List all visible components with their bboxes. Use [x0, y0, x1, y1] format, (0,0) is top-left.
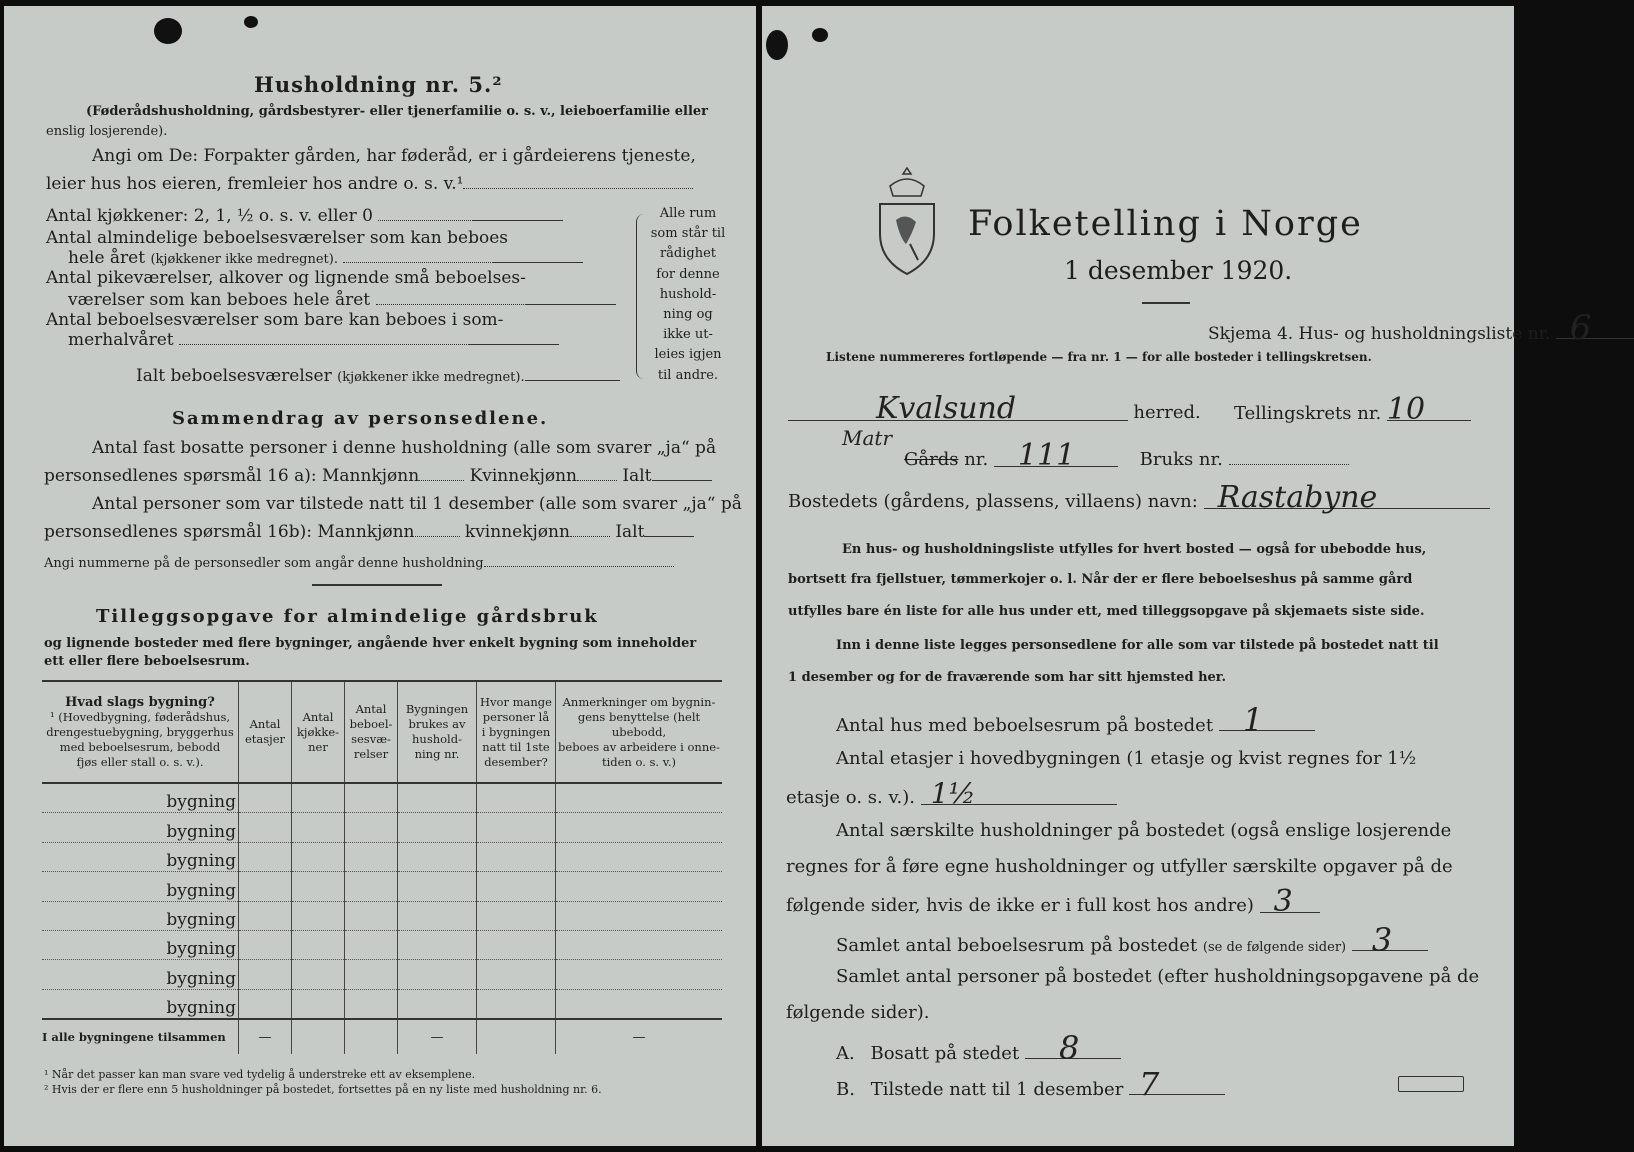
col-kitchens-line: kjøkke-	[296, 724, 340, 739]
col-remarks-line: tiden o. s. v.)	[601, 754, 677, 769]
table-cell[interactable]	[345, 783, 398, 813]
summary-male-label: personsedlenes spørsmål 16 a): Mannkjønn	[44, 466, 420, 486]
table-row	[42, 813, 722, 842]
households-value[interactable]: 3	[1260, 892, 1320, 913]
col-remarks-line: Anmerkninger om bygnin-	[562, 694, 716, 709]
col-kitchens	[292, 681, 345, 783]
present-letter: B.	[836, 1079, 855, 1100]
summary-female-label: Kvinnekjønn	[469, 466, 577, 486]
col-kitchens-line: ner	[308, 739, 328, 754]
krets-value[interactable]: 10	[1387, 400, 1471, 421]
summary-total-label: Ialt	[622, 466, 652, 486]
table-cell[interactable]	[239, 960, 292, 989]
col-persons-line: personer lå	[482, 709, 550, 724]
present-row	[836, 1065, 1225, 1103]
total-rooms-cell[interactable]	[345, 1019, 398, 1054]
col-household-line: brukes av	[408, 717, 466, 731]
rooms-brace	[636, 214, 647, 379]
col-persons-line: Hvor mange	[480, 694, 552, 709]
table-cell[interactable]	[477, 872, 556, 901]
table-cell[interactable]	[239, 813, 292, 842]
herred-row	[788, 391, 1201, 426]
col-persons-line: natt til 1ste	[482, 739, 550, 754]
col-rooms-line: sesvæ-	[351, 732, 391, 746]
summary-p1-row	[44, 466, 712, 486]
table-cell[interactable]	[239, 901, 292, 930]
maid-rooms-label: Antal pikeværelser, alkover og lignende små beboelses-	[46, 268, 526, 288]
kitchens-label: Antal kjøkkener: 2, 1, ½ o. s. v. eller 0	[46, 206, 373, 226]
instruction-2: bortsett fra fjellstuer, tømmerkojer o. l. Når der er flere beboelseshus på samme gård	[788, 572, 1413, 587]
bosted-row	[788, 480, 1490, 515]
herred-value[interactable]: Kvalsund	[788, 398, 1128, 421]
building-row-label: bygning	[42, 930, 239, 959]
total-row-label: I alle bygningene tilsammen	[42, 1019, 239, 1054]
col-building-line: fjøs eller stall o. s. v.).	[76, 754, 204, 769]
col-building-line: ¹ (Hovedbygning, føderådshus,	[49, 709, 231, 724]
table-cell[interactable]	[292, 783, 345, 813]
table-row	[42, 930, 722, 959]
gards-nr-label: nr.	[964, 449, 989, 470]
summer-rooms-row	[68, 330, 559, 350]
persons-label: Samlet antal personer på bostedet (efter husholdningsopgavene på de	[836, 966, 1480, 987]
building-row-label: bygning	[42, 842, 239, 871]
table-total-row	[42, 1019, 722, 1054]
building-row-label: bygning	[42, 783, 239, 813]
col-persons-line: i bygningen	[481, 724, 551, 739]
houses-row	[836, 701, 1315, 739]
brace-note-line: ikke ut-	[663, 327, 713, 343]
col-household-line: ning nr.	[414, 747, 460, 761]
brace-note-line: ning og	[663, 307, 713, 323]
supplement-sub-2: ett eller flere beboelsesrum.	[44, 654, 250, 669]
col-building-line: drengestuebygning, bryggerhus	[46, 724, 234, 739]
total-kitchens-cell[interactable]	[292, 1019, 345, 1054]
table-cell[interactable]	[345, 901, 398, 930]
left-page	[4, 6, 756, 1146]
table-row	[42, 842, 722, 871]
supplement-heading: Tilleggsopgave for almindelige gårdsbruk	[96, 606, 599, 627]
table-cell[interactable]	[398, 783, 477, 813]
total-remarks-cell[interactable]: —	[556, 1019, 723, 1054]
ordinary-rooms-text: hele året	[68, 248, 146, 268]
rooms-total-value[interactable]: 3	[1352, 930, 1428, 951]
numbering-note: Listene nummereres fortløpende — fra nr. 1 — for alle bosteder i tellingskretsen.	[826, 350, 1372, 364]
table-header-row	[42, 681, 722, 783]
brace-note-line: Alle rum	[659, 206, 717, 221]
table-cell[interactable]	[398, 872, 477, 901]
table-cell[interactable]	[239, 930, 292, 959]
resident-letter: A.	[836, 1043, 855, 1064]
building-row-label: bygning	[42, 813, 239, 842]
total-rooms-text: Ialt beboelsesværelser	[136, 366, 332, 386]
floors-label-2: etasje o. s. v.).	[786, 787, 915, 808]
table-cell[interactable]	[292, 842, 345, 871]
instruction-3: utfylles bare én liste for alle hus under ett, med tilleggsopgave på skjemaets siste side.	[788, 604, 1425, 619]
brace-note-line: rådighet	[659, 246, 717, 262]
list-number-value[interactable]: 6	[1556, 318, 1634, 339]
houses-value[interactable]: 1	[1219, 710, 1315, 731]
table-cell[interactable]	[398, 960, 477, 989]
households-label: Antal særskilte husholdninger på bostedet (også enslige losjerende	[836, 820, 1452, 841]
divider	[312, 584, 442, 586]
printer-stamp	[1398, 1076, 1464, 1092]
coat-of-arms-icon	[874, 164, 940, 284]
rooms-brace-note	[650, 204, 726, 386]
rooms-total-label: Samlet antal beboelsesrum på bostedet	[836, 935, 1198, 956]
table-cell[interactable]	[556, 813, 723, 842]
table-row	[42, 872, 722, 901]
kitchens-row	[46, 206, 563, 226]
table-cell[interactable]	[292, 872, 345, 901]
summary-present-total-label: Ialt	[615, 522, 645, 542]
divider	[1142, 302, 1190, 304]
census-date: 1 desember 1920.	[1064, 256, 1293, 285]
table-cell[interactable]	[292, 901, 345, 930]
table-cell[interactable]	[398, 842, 477, 871]
table-cell[interactable]	[239, 872, 292, 901]
schema-row	[1208, 308, 1634, 348]
summary-p2: Antal personer som var tilstede natt til 1 desember (alle som svarer „ja“ på	[92, 494, 742, 514]
question-tenure: Angi om De: Forpakter gården, har føderåd, er i gårdeierens tjeneste,	[92, 146, 696, 166]
total-household-cell[interactable]: —	[398, 1019, 477, 1054]
table-cell[interactable]	[345, 872, 398, 901]
maid-rooms-text: værelser som kan beboes hele året	[68, 290, 371, 310]
table-cell[interactable]	[398, 930, 477, 959]
question-tenure-text: leier hus hos eieren, fremleier hos andre o. s. v.¹	[46, 174, 464, 194]
col-kitchens-line: Antal	[302, 709, 334, 724]
table-row	[42, 989, 722, 1019]
table-row	[42, 901, 722, 930]
table-cell[interactable]	[398, 813, 477, 842]
rooms-total-note: (se de følgende sider)	[1202, 940, 1347, 955]
table-cell[interactable]	[345, 930, 398, 959]
rooms-total-row	[836, 921, 1428, 959]
present-value[interactable]: 7	[1129, 1074, 1225, 1095]
total-persons-cell[interactable]	[477, 1019, 556, 1054]
ordinary-rooms-note: (kjøkkener ikke medregnet).	[150, 252, 338, 267]
building-row-label: bygning	[42, 989, 239, 1019]
gards-value[interactable]: 111	[994, 446, 1118, 467]
table-cell[interactable]	[556, 989, 723, 1019]
summary-p3-row	[44, 556, 674, 571]
col-household-line: hushold-	[412, 732, 462, 746]
herred-label: herred.	[1133, 402, 1201, 423]
table-cell[interactable]	[345, 960, 398, 989]
col-persons	[477, 681, 556, 783]
col-building-line: med beboelsesrum, bebodd	[59, 739, 221, 754]
total-rooms-row	[136, 366, 620, 386]
table-row	[42, 783, 722, 813]
question-tenure-2	[46, 174, 693, 194]
brace-note-line: som står til	[650, 226, 726, 242]
col-floors-line: etasjer	[244, 732, 286, 746]
households-label-2: regnes for å føre egne husholdninger og utfyller særskilte opgaver på de	[786, 856, 1453, 877]
col-rooms	[345, 681, 398, 783]
floors-row	[786, 777, 1117, 810]
col-building-title: Hvad slags bygning?	[65, 694, 215, 710]
ink-blot	[812, 28, 828, 42]
maid-rooms-row	[68, 290, 616, 310]
census-title: Folketelling i Norge	[968, 204, 1363, 244]
table-cell[interactable]	[292, 989, 345, 1019]
table-cell[interactable]	[345, 842, 398, 871]
col-rooms-line: relser	[353, 747, 389, 761]
brace-note-line: til andre.	[657, 367, 719, 383]
table-cell[interactable]	[477, 901, 556, 930]
building-row-label: bygning	[42, 872, 239, 901]
bruks-value[interactable]	[1229, 464, 1349, 465]
summer-rooms-text: merhalvåret	[68, 330, 174, 350]
table-cell[interactable]	[239, 989, 292, 1019]
brace-note-line: hushold-	[659, 286, 717, 302]
table-cell[interactable]	[477, 783, 556, 813]
instruction-5: 1 desember og for de fraværende som har sitt hjemsted her.	[788, 670, 1226, 685]
right-page	[762, 6, 1592, 1146]
col-rooms-line: Antal	[355, 702, 387, 716]
summary-personsedler-label: Angi nummerne på de personsedler som angår denne husholdning	[44, 556, 484, 571]
household-title: Husholdning nr. 5.²	[254, 72, 503, 97]
table-cell[interactable]	[292, 813, 345, 842]
summary-p1: Antal fast bosatte personer i denne husholdning (alle som svarer „ja“ på	[92, 438, 717, 458]
bruks-label: Bruks nr.	[1139, 449, 1223, 470]
instruction-4: Inn i denne liste legges personsedlene for alle som var tilstede på bostedet natt til	[836, 638, 1439, 653]
table-cell[interactable]	[477, 960, 556, 989]
table-cell[interactable]	[556, 930, 723, 959]
table-cell[interactable]	[556, 783, 723, 813]
col-floors	[239, 681, 292, 783]
bosted-label: Bostedets (gårdens, plassens, villaens) navn:	[788, 491, 1198, 512]
brace-note-line: leies igjen	[654, 347, 722, 363]
table-cell[interactable]	[556, 960, 723, 989]
ink-blot	[244, 16, 258, 28]
building-row-label: bygning	[42, 960, 239, 989]
krets-row	[1234, 392, 1471, 427]
instruction-1: En hus- og husholdningsliste utfylles for hvert bosted — også for ubebodde hus,	[842, 542, 1427, 557]
resident-value[interactable]: 8	[1025, 1038, 1121, 1059]
col-floors-line: Antal	[249, 717, 281, 731]
gards-label: Gårds	[904, 449, 959, 470]
floors-label: Antal etasjer i hovedbygningen (1 etasje og kvist regnes for 1½	[836, 748, 1417, 769]
total-floors-cell[interactable]: —	[239, 1019, 292, 1054]
household-intro: (Føderådshusholdning, gårdsbestyrer- eller tjenerfamilie o. s. v., leieboerfamilie eller	[86, 104, 709, 119]
supplement-sub: og lignende bosteder med flere bygninger, angående hver enkelt bygning som inneholder	[44, 636, 697, 651]
table-cell[interactable]	[477, 930, 556, 959]
resident-row	[836, 1029, 1121, 1067]
summary-heading: Sammendrag av personsedlene.	[172, 408, 549, 429]
summer-rooms-label: Antal beboelsesværelser som bare kan beboes i som-	[46, 310, 504, 330]
table-cell[interactable]	[239, 842, 292, 871]
total-rooms-note: (kjøkkener ikke medregnet).	[337, 370, 525, 385]
table-cell[interactable]	[292, 960, 345, 989]
table-cell[interactable]	[398, 989, 477, 1019]
table-cell[interactable]	[477, 813, 556, 842]
col-household	[398, 681, 477, 783]
col-remarks-line: gens benyttelse (helt ubebodd,	[577, 709, 701, 739]
resident-label: Bosatt på stedet	[870, 1043, 1020, 1064]
table-row	[42, 960, 722, 989]
table-cell[interactable]	[292, 930, 345, 959]
table-cell[interactable]	[239, 783, 292, 813]
table-cell[interactable]	[556, 872, 723, 901]
households-row	[786, 884, 1320, 919]
col-persons-line: desember?	[484, 754, 548, 769]
floors-value[interactable]: 1½	[921, 784, 1117, 805]
table-cell[interactable]	[345, 989, 398, 1019]
ordinary-rooms-label: Antal almindelige beboelsesværelser som kan beboes	[46, 228, 508, 248]
persons-label-2: følgende sider).	[786, 1002, 930, 1023]
table-cell[interactable]	[398, 901, 477, 930]
krets-label: Tellingskrets nr.	[1234, 403, 1382, 424]
summary-present-female-label: kvinnekjønn	[464, 522, 570, 542]
ink-blot	[766, 30, 788, 60]
households-label-3: følgende sider, hvis de ikke er i full kost hos andre)	[786, 895, 1254, 916]
brace-note-line: for denne	[656, 266, 720, 282]
col-remarks	[556, 681, 723, 783]
table-cell[interactable]	[556, 842, 723, 871]
ordinary-rooms-row	[68, 248, 583, 268]
footnote-2: ² Hvis der er flere enn 5 husholdninger på bostedet, fortsettes på en ny liste med husholdning nr. 6.	[44, 1083, 602, 1096]
houses-label: Antal hus med beboelsesrum på bostedet	[836, 715, 1214, 736]
table-cell[interactable]	[477, 989, 556, 1019]
col-household-line: Bygningen	[405, 702, 469, 716]
table-cell[interactable]	[556, 901, 723, 930]
table-cell[interactable]	[477, 842, 556, 871]
summary-p2-row	[44, 522, 694, 542]
bosted-value[interactable]: Rastabyne	[1204, 488, 1490, 509]
household-intro-2: enslig losjerende).	[46, 124, 168, 139]
gards-row	[904, 438, 1349, 473]
col-remarks-line: beboes av arbeidere i onne-	[558, 739, 720, 754]
col-rooms-line: beboel-	[349, 717, 393, 731]
col-building-type	[42, 681, 239, 783]
summary-present-male-label: personsedlenes spørsmål 16b): Mannkjønn	[44, 522, 415, 542]
ink-blot	[154, 18, 182, 44]
present-label: Tilstede natt til 1 desember	[870, 1079, 1124, 1100]
building-row-label: bygning	[42, 901, 239, 930]
matr-prefix: Matr	[842, 426, 892, 450]
schema-label: Skjema 4. Hus- og husholdningsliste nr.	[1208, 324, 1551, 344]
building-table	[42, 680, 722, 1054]
table-cell[interactable]	[345, 813, 398, 842]
footnote-1: ¹ Når det passer kan man svare ved tydelig å understreke ett av eksemplene.	[44, 1068, 476, 1081]
